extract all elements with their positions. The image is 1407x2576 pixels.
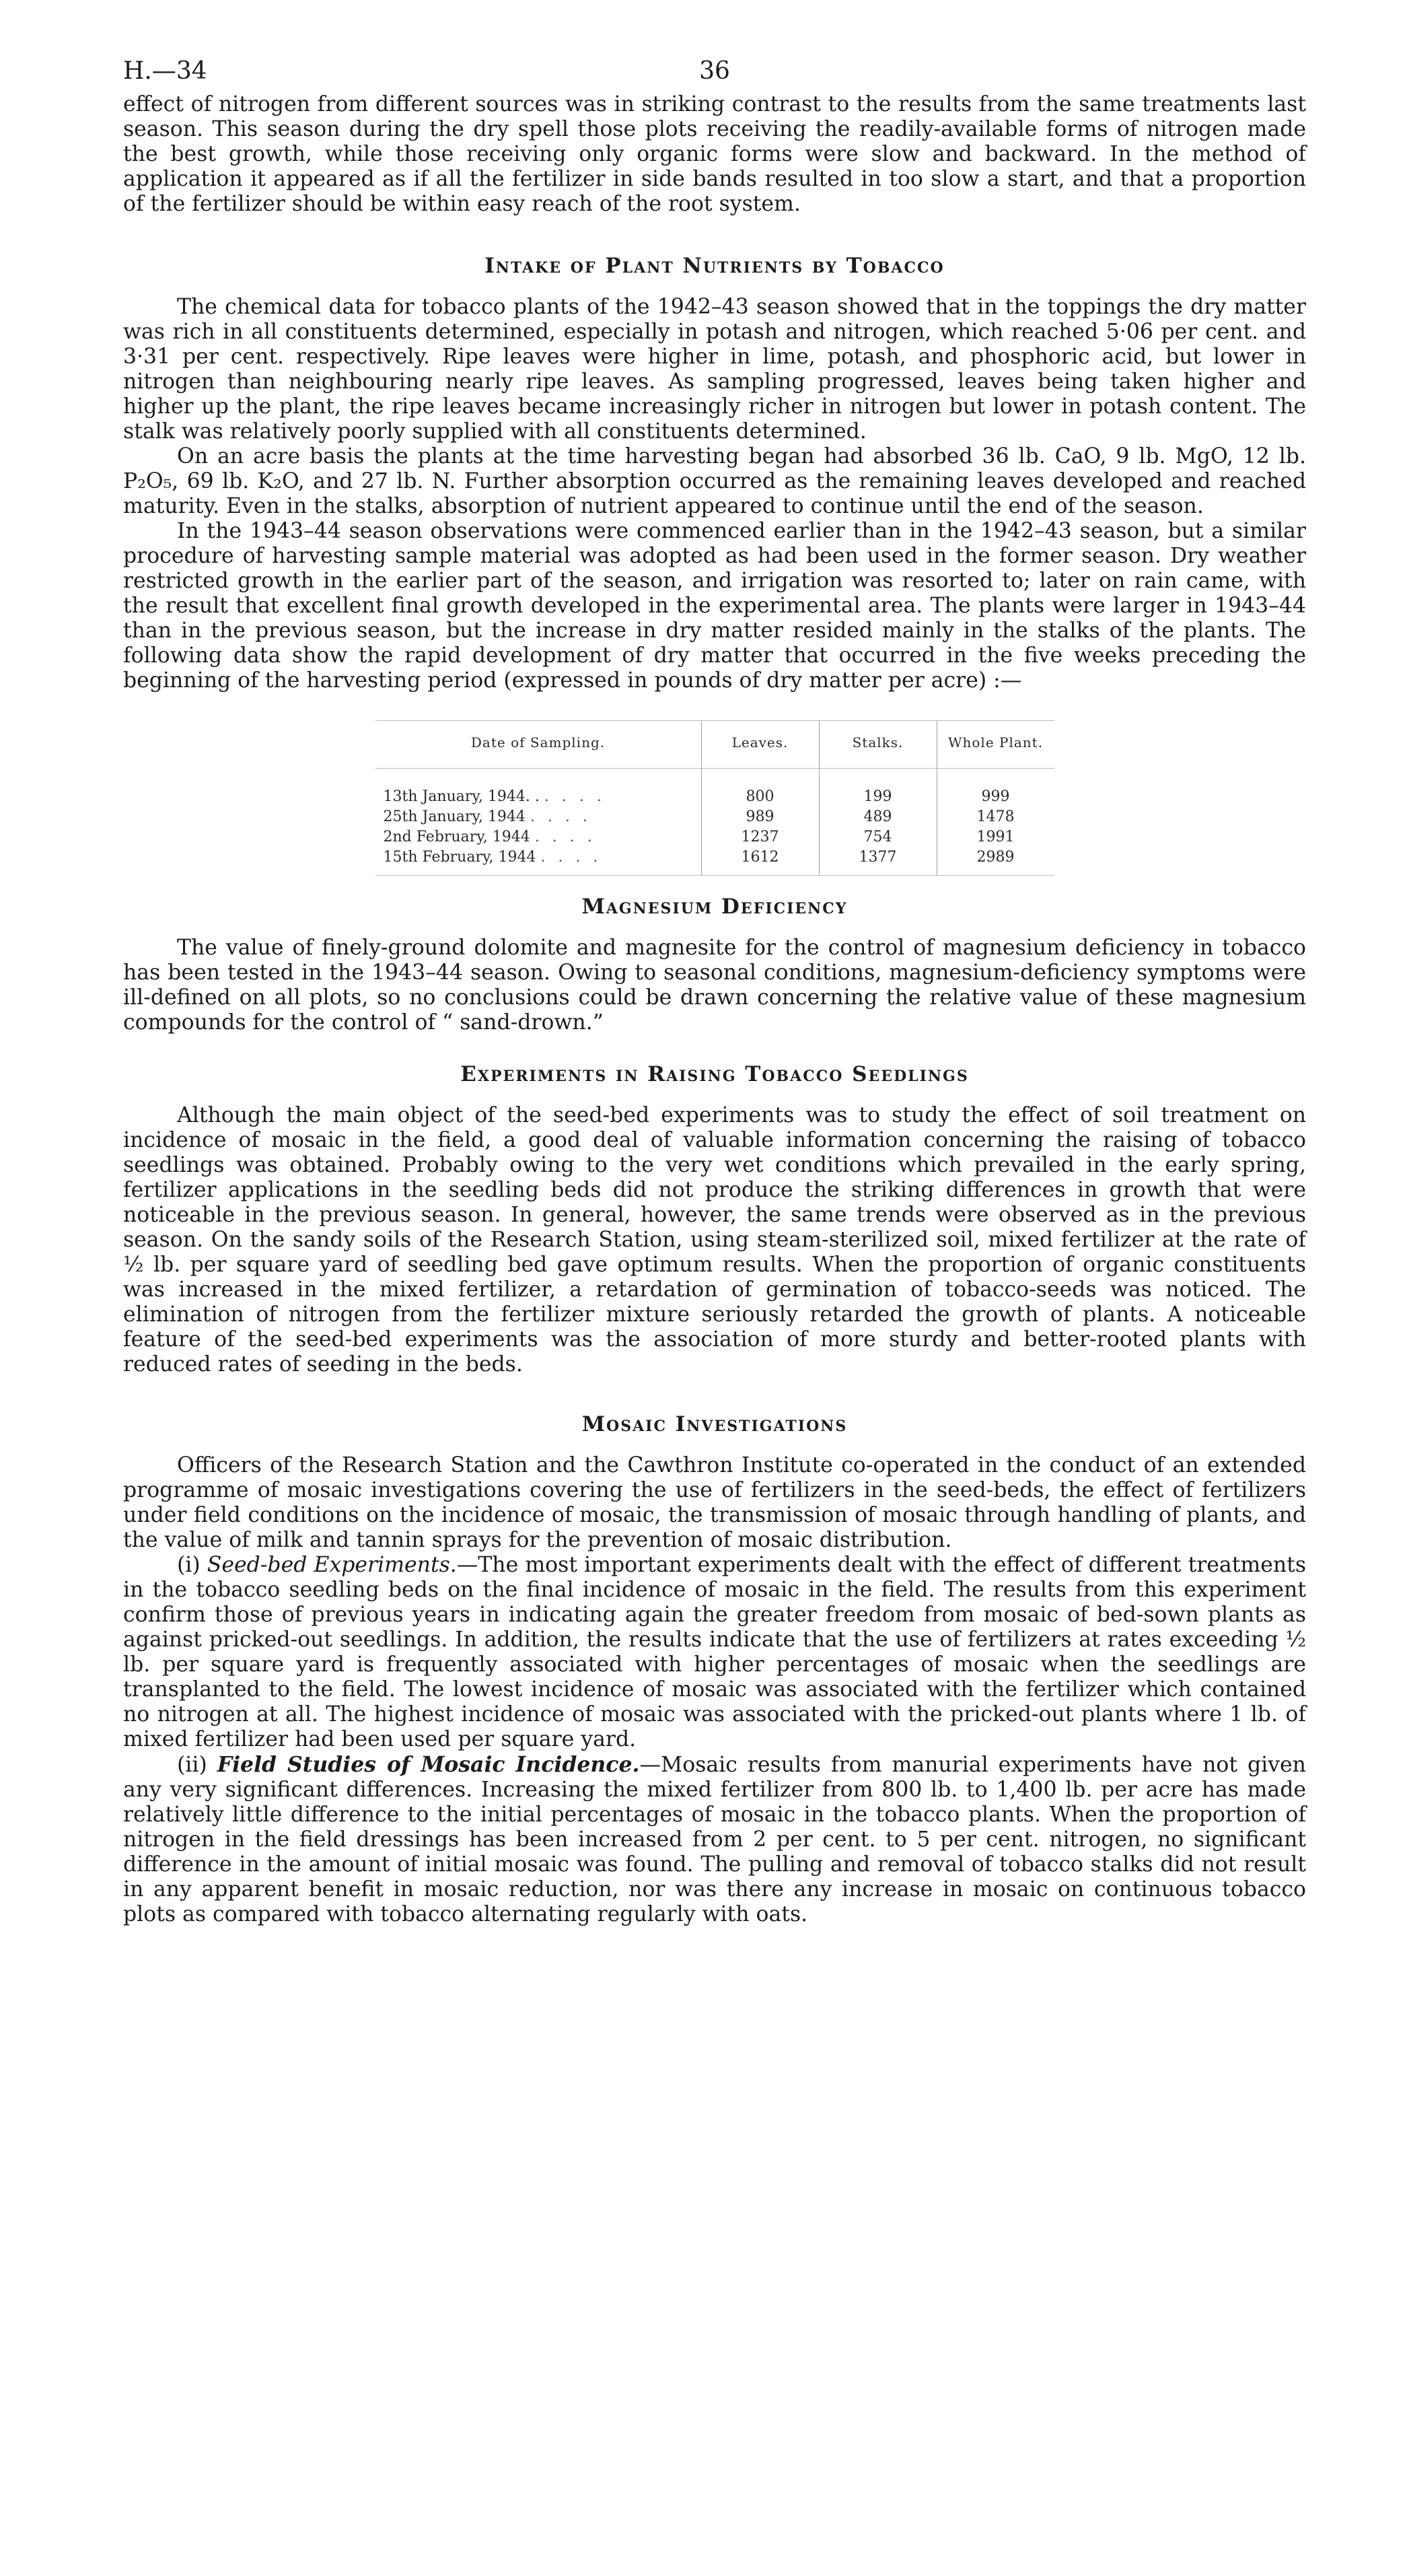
- intake-paragraph-2: On an acre basis the plants at the time harvesting began had absorbed 36 lb. CaO, 9 lb. MgO, 12 lb. P₂O₅, 69 lb. K₂O, and 27 lb. N. Further absorption occurred as the remaining leaves developed and reached maturity. Even in the stalks, absorption of nutrient appeared to continue until the end of the season.: [123, 444, 1306, 518]
- table-header-row: [375, 721, 1054, 769]
- mosaic-paragraph-1: Officers of the Research Station and the Cawthron Institute co-operated in the conduct of an extended programme of mosaic investigations covering the use of fertilizers in the seed-beds, the effect of fertilizers under field conditions on the incidence of mosaic, the transmission of mosaic through handling of plants, and the value of milk and tannin sprays for the prevention of mosaic distribution.: [123, 1453, 1306, 1552]
- magnesium-paragraph-1: The value of finely-ground dolomite and magnesite for the control of magnesium deficiency in tobacco has been tested in the 1943–44 season. Owing to seasonal conditions, magnesium-deficiency symptoms were ill-defined on all plots, so no conclusions could be drawn concerning the relative value of these magnesium compounds for the control of “ sand-drown.”: [123, 936, 1306, 1035]
- table-row: [375, 827, 1054, 847]
- table-cell-whole: 1478: [937, 806, 1054, 827]
- intro-paragraph: effect of nitrogen from different sources was in striking contrast to the results from the same treatments last season. This season during the dry spell those plots receiving the readily-available forms of nitrogen made the best growth, while those receiving only organic forms were slow and backward. In the method of application it appeared as if all the fertilizer in side bands resulted in too slow a start, and that a proportion of the fertilizer should be within easy reach of the root system.: [123, 92, 1306, 216]
- table-row: [375, 847, 1054, 876]
- table-cell-whole: 1991: [937, 827, 1054, 847]
- table-cell-stalks: 199: [819, 769, 937, 807]
- mosaic-paragraph-2: (i) Seed-bed Experiments.—The most important experiments dealt with the effect of different treatments in the tobacco seedling beds on the final incidence of mosaic in the field. The results from this experiment confirm those of previous years in indicating again the greater freedom from mosaic of bed-sown plants as against pricked-out seedlings. In addition, the results indicate that the use of fertilizers at rates exceeding ½ lb. per square yard is frequently associated with higher percentages of mosaic when the seedlings are transplanted to the field. The lowest incidence of mosaic was associated with the fertilizer which contained no nitrogen at all. The highest incidence of mosaic was associated with the pricked-out plants where 1 lb. of mixed fertilizer had been used per square yard.: [123, 1553, 1306, 1751]
- report-code: H.—34: [123, 57, 207, 85]
- table-row: [375, 769, 1054, 807]
- subsection-title-field-studies: Field Studies of Mosaic Incidence.: [217, 1752, 640, 1777]
- column-header-date: Date of Sampling.: [375, 721, 702, 769]
- table-cell-leaves: 989: [701, 806, 819, 827]
- table-cell-stalks: 1377: [819, 847, 937, 876]
- column-header-stalks: Stalks.: [819, 721, 937, 769]
- page-number: 36: [699, 57, 730, 85]
- table-cell-stalks: 754: [819, 827, 937, 847]
- table-cell-date: 13th January, 1944. . . . . .: [383, 788, 606, 805]
- table-cell-date: 25th January, 1944 . . . .: [383, 808, 591, 825]
- table-cell-whole: 999: [937, 769, 1054, 807]
- table-row: [375, 806, 1054, 827]
- table-cell-date: 15th February, 1944 . . . .: [375, 847, 702, 876]
- intake-paragraph-1: The chemical data for tobacco plants of the 1942–43 season showed that in the toppings the dry matter was rich in all constituents determined, especially in potash and nitrogen, which reached 5·06 per cent. and 3·31 per cent. respectively. Ripe leaves were higher in lime, potash, and phosphoric acid, but lower in nitrogen than neighbouring nearly ripe leaves. As sampling progressed, leaves being taken higher and higher up the plant, the ripe leaves became increasingly richer in nitrogen but lower in potash content. The stalk was relatively poorly supplied with all constituents determined.: [123, 295, 1306, 444]
- section-heading-seedlings: Experiments in Raising Tobacco Seedlings: [460, 1062, 969, 1086]
- column-header-whole-plant: Whole Plant.: [937, 721, 1054, 769]
- table-cell-leaves: 800: [701, 769, 819, 807]
- mosaic-paragraph-3: (ii) Field Studies of Mosaic Incidence.—Mosaic results from manurial experiments have not given any very significant differences. Increasing the mixed fertilizer from 800 lb. to 1,400 lb. per acre has made relatively little difference to the initial percentages of mosaic in the tobacco plants. When the proportion of nitrogen in the field dressings has been increased from 2 per cent. to 5 per cent. nitrogen, no significant difference in the amount of initial mosaic was found. The pulling and removal of tobacco stalks did not result in any apparent benefit in mosaic reduction, nor was there any increase in mosaic on continuous tobacco plots as compared with tobacco alternating regularly with oats.: [123, 1752, 1306, 1926]
- section-heading-intake: Intake of Plant Nutrients by Tobacco: [484, 254, 945, 278]
- table-cell-stalks: 489: [819, 806, 937, 827]
- subsection-title-seed-bed: Seed-bed Experiments.: [207, 1553, 457, 1577]
- intake-paragraph-3: In the 1943–44 season observations were commenced earlier than in the 1942–43 season, but a similar procedure of harvesting sample material was adopted as had been used in the former season. Dry weather restricted growth in the earlier part of the season, and irrigation was resorted to; later on rain came, with the result that excellent final growth developed in the experimental area. The plants were larger in 1943–44 than in the previous season, but the increase in dry matter resided mainly in the stalks of the plants. The following data show the rapid development of dry matter that occurred in the five weeks preceding the beginning of the harvesting period (expressed in pounds of dry matter per acre) :—: [123, 519, 1306, 693]
- seedlings-paragraph-1: Although the main object of the seed-bed experiments was to study the effect of soil treatment on incidence of mosaic in the field, a good deal of valuable information concerning the raising of tobacco seedlings was obtained. Probably owing to the very wet conditions which prevailed in the early spring, fertilizer applications in the seedling beds did not produce the striking differences in growth that were noticeable in the previous season. In general, however, the same trends were observed as in the previous season. On the sandy soils of the Research Station, using steam-sterilized soil, mixed fertilizer at the rate of ½ lb. per square yard of seedling bed gave optimum results. When the proportion of organic constituents was increased in the mixed fertilizer, a retardation of germination of tobacco-seeds was noticed. The elimination of nitrogen from the fertilizer mixture seriously retarded the growth of plants. A noticeable feature of the seed-bed experiments was the association of more sturdy and better-rooted plants with reduced rates of seeding in the beds.: [123, 1103, 1306, 1377]
- column-header-leaves: Leaves.: [701, 721, 819, 769]
- section-heading-magnesium: Magnesium Deficiency: [581, 895, 848, 919]
- dry-matter-table: [375, 720, 1054, 876]
- table-cell-date: 2nd February, 1944 . . . .: [383, 828, 596, 845]
- table-cell-leaves: 1237: [701, 827, 819, 847]
- table-cell-whole: 2989: [937, 847, 1054, 876]
- section-heading-mosaic: Mosaic Investigations: [581, 1412, 848, 1436]
- page-header: [123, 57, 1306, 92]
- table-cell-leaves: 1612: [701, 847, 819, 876]
